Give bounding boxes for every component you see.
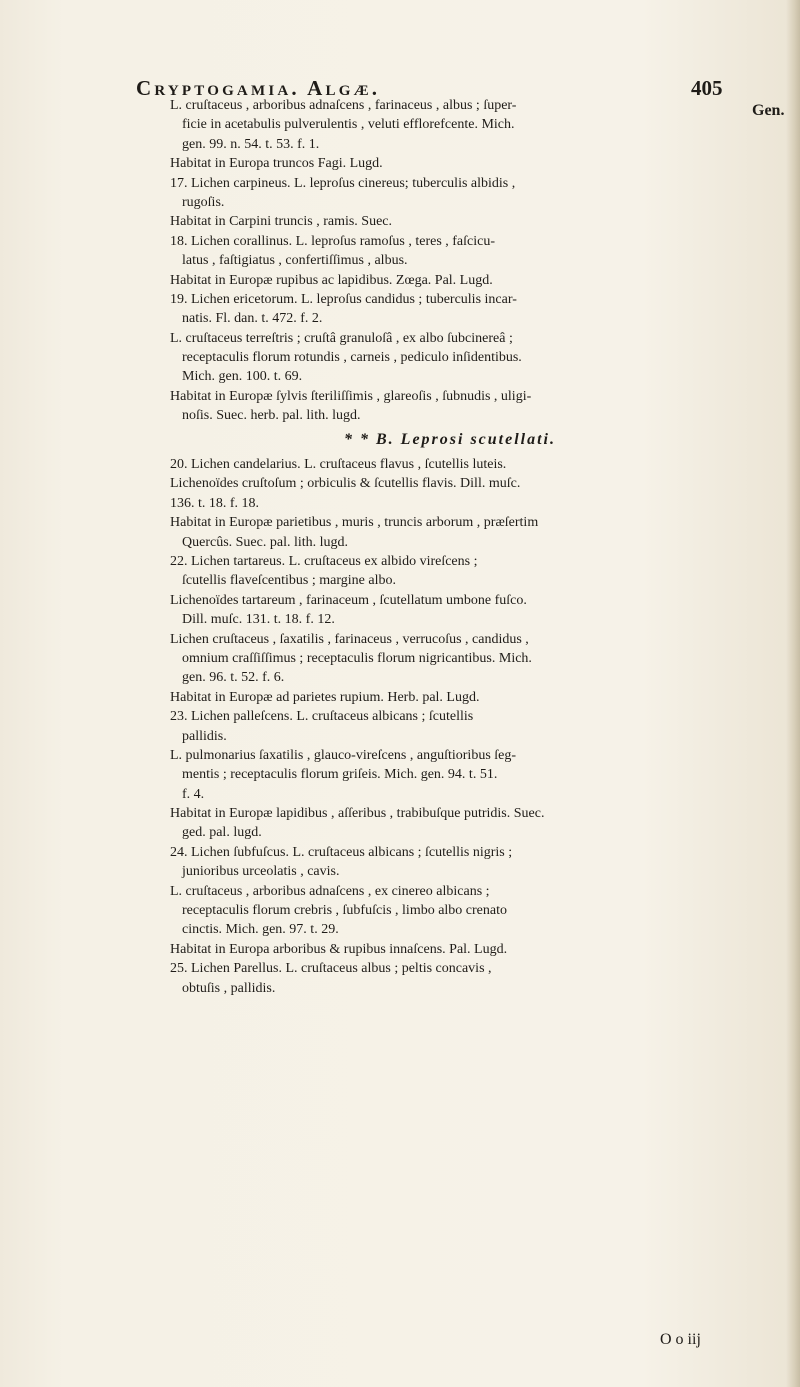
entries-block-2 <box>160 455 740 998</box>
text-line: latus , faſtigiatus , confertiſſimus , albus. <box>182 253 408 269</box>
text-line: 136. t. 18. f. 18. <box>170 495 260 511</box>
text-line: Lichen cruſtaceus , ſaxatilis , farinaceus , verrucoſus , candidus , <box>170 631 529 647</box>
text-line: mentis ; receptaculis florum griſeis. Mich. gen. 94. t. 51. <box>182 767 498 783</box>
text-line: Habitat in Europa truncos Fagi. Lugd. <box>170 156 383 172</box>
text-line: natis. Fl. dan. t. 472. f. 2. <box>182 311 323 327</box>
text-line: f. 4. <box>182 786 205 802</box>
text-line: Habitat in Europæ ad parietes rupium. Herb. pal. Lugd. <box>170 689 480 705</box>
text-line: cinctis. Mich. gen. 97. t. 29. <box>182 922 339 938</box>
text-line: Mich. gen. 100. t. 69. <box>182 369 303 385</box>
text-line: 23. Lichen palleſcens. L. cruſtaceus albicans ; ſcutellis <box>170 709 474 725</box>
text-line: Habitat in Europæ rupibus ac lapidibus. Zœga. Pal. Lugd. <box>170 272 493 288</box>
signature-mark: O o iij <box>660 1331 701 1348</box>
text-line: L. cruſtaceus terreſtris ; cruſtâ granuloſâ , ex albo ſubcinereâ ; <box>170 330 513 346</box>
text-line: 17. Lichen carpineus. L. leproſus cinereus; tuberculis albidis , <box>170 175 516 191</box>
text-line: obtuſis , pallidis. <box>182 980 276 996</box>
text-line: 24. Lichen ſubfuſcus. L. cruſtaceus albicans ; ſcutellis nigris ; <box>170 844 513 860</box>
text-line: Dill. muſc. 131. t. 18. f. 12. <box>182 612 335 628</box>
text-line: L. pulmonarius ſaxatilis , glauco-vireſcens , anguſtioribus ſeg- <box>170 747 517 763</box>
text-line: Habitat in Europæ lapidibus , aſſeribus , trabibuſque putridis. Suec. <box>170 806 545 822</box>
text-line: noſis. Suec. herb. pal. lith. lugd. <box>182 408 361 424</box>
text-line: L. cruſtaceus , arboribus adnaſcens , ex cinereo albicans ; <box>170 883 490 899</box>
text-line: Lichenoïdes tartareum , farinaceum , ſcutellatum umbone fuſco. <box>170 592 527 608</box>
text-line: Habitat in Europæ parietibus , muris , truncis arborum , præſertim <box>170 515 539 531</box>
text-line: Habitat in Europæ ſylvis ſteriliſſimis , glareoſis , ſubnudis , uligi- <box>170 388 532 404</box>
text-line: pallidis. <box>182 728 227 744</box>
text-line: ficie in acetabulis pulverulentis , veluti efflorefcente. Mich. <box>182 117 515 133</box>
text-line: L. cruſtaceus , arboribus adnaſcens , farinaceus , albus ; ſuper- <box>170 98 517 113</box>
text-line: ſcutellis flaveſcentibus ; margine albo. <box>182 573 396 589</box>
text-line: ged. pal. lugd. <box>182 825 262 841</box>
entries-block-1 <box>160 96 740 426</box>
text-line: rugoſis. <box>182 194 225 210</box>
text-line: omnium craſſiſſimus ; receptaculis florum nigricantibus. Mich. <box>182 650 532 666</box>
text-line: Lichenoïdes cruſtoſum ; orbiculis & ſcutellis flavis. Dill. muſc. <box>170 476 521 492</box>
text-line: Habitat in Europa arboribus & rupibus innaſcens. Pal. Lugd. <box>170 941 508 957</box>
text-line: 19. Lichen ericetorum. L. leproſus candidus ; tuberculis incar- <box>170 291 517 307</box>
body-text <box>160 96 740 998</box>
text-line: Quercûs. Suec. pal. lith. lugd. <box>182 534 349 550</box>
section-heading: * * B. Leprosi scutellati. <box>344 430 556 448</box>
margin-note: Gen. <box>752 102 785 119</box>
text-line: gen. 99. n. 54. t. 53. f. 1. <box>182 136 320 152</box>
text-line: receptaculis florum rotundis , carneis , pediculo inſidentibus. <box>182 350 522 366</box>
page-number: 405 <box>691 76 723 100</box>
text-line: 25. Lichen Parellus. L. cruſtaceus albus ; peltis concavis , <box>170 961 492 977</box>
text-line: junioribus urceolatis , cavis. <box>182 864 340 880</box>
text-line: Habitat in Carpini truncis , ramis. Suec. <box>170 214 393 230</box>
text-line: gen. 96. t. 52. f. 6. <box>182 670 285 686</box>
text-line: 18. Lichen corallinus. L. leproſus ramoſus , teres , faſcicu- <box>170 233 496 249</box>
running-title: Cryptogamia. Algæ. <box>136 76 381 100</box>
text-line: 22. Lichen tartareus. L. cruſtaceus ex albido vireſcens ; <box>170 554 478 569</box>
text-line: 20. Lichen candelarius. L. cruſtaceus flavus , ſcutellis luteis. <box>170 457 507 473</box>
page-edge-shadow <box>786 0 800 1387</box>
text-line: receptaculis florum crebris , ſubfuſcis , limbo albo crenato <box>182 903 508 919</box>
